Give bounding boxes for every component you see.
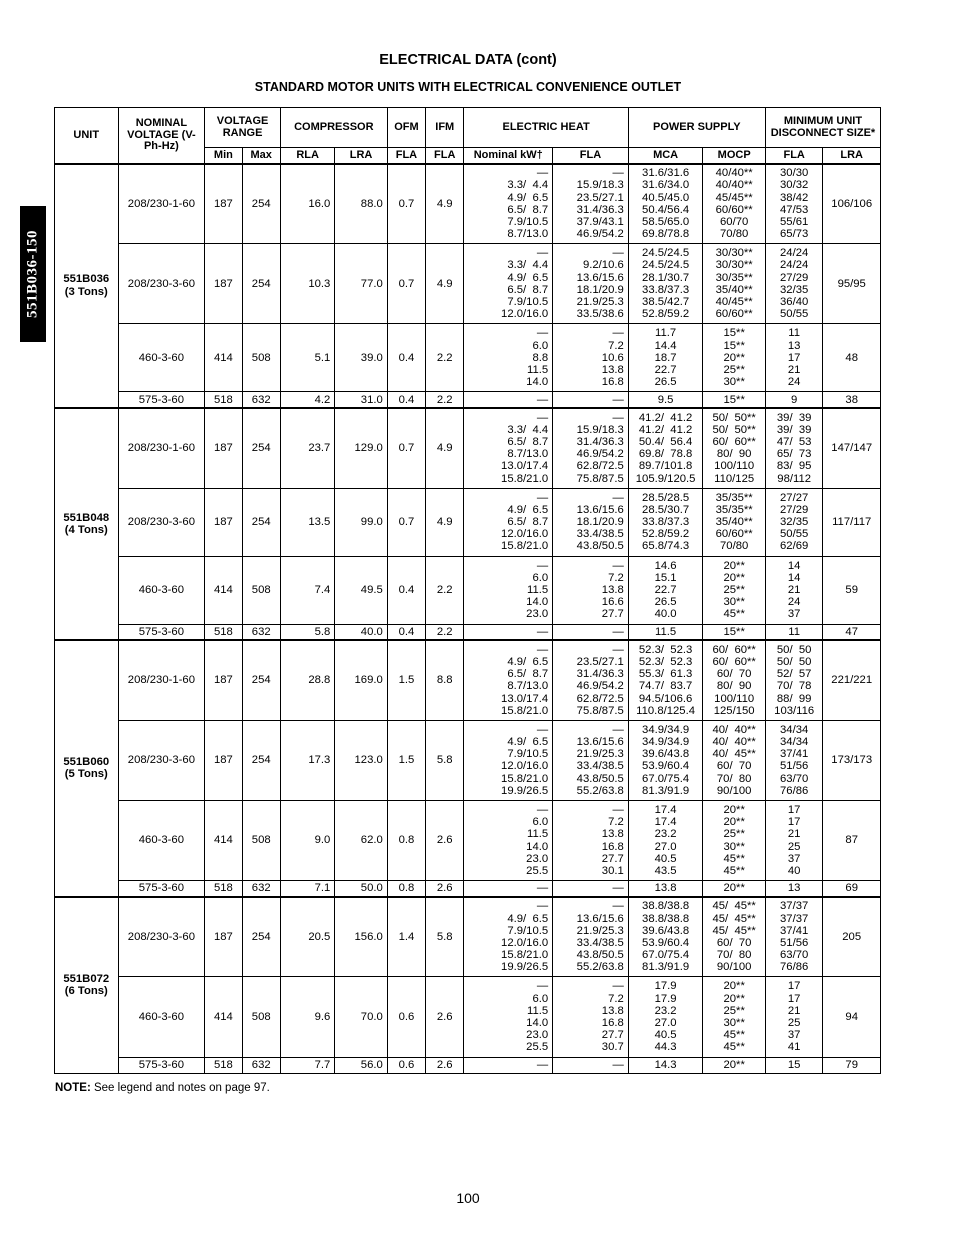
ifm-fla-cell: 2.6 xyxy=(426,881,464,897)
max-voltage-cell: 632 xyxy=(242,881,280,897)
mocp-cell: 15** xyxy=(703,392,766,408)
mca-cell: 11.7 14.4 18.7 22.7 26.5 xyxy=(628,324,703,392)
header-row xyxy=(55,108,881,148)
table-row xyxy=(55,244,881,324)
ifm-fla-cell: 2.6 xyxy=(426,1057,464,1073)
compressor-rla-cell: 20.5 xyxy=(280,897,334,977)
disconnect-lra-cell: 69 xyxy=(823,881,881,897)
table-row xyxy=(55,556,881,624)
compressor-rla-cell: 9.0 xyxy=(280,800,334,880)
disconnect-fla-cell: 34/34 34/34 37/41 51/56 63/70 76/86 xyxy=(765,720,822,800)
heat-kw-cell: — 4.9/ 6.5 7.9/10.5 12.0/16.0 15.8/21.0 19.9/26.5 xyxy=(464,720,553,800)
disconnect-lra-cell: 95/95 xyxy=(823,244,881,324)
disconnect-fla-cell: 11 xyxy=(765,624,822,640)
voltage-cell: 575-3-60 xyxy=(118,624,205,640)
compressor-lra-cell: 169.0 xyxy=(335,640,387,720)
ofm-fla-cell: 0.7 xyxy=(387,244,425,324)
subheader-ofm-fla: FLA xyxy=(387,148,425,164)
mca-cell: 52.3/ 52.3 52.3/ 52.3 55.3/ 61.3 74.7/ 83.7 94.5/106.6 110.8/125.4 xyxy=(628,640,703,720)
compressor-rla-cell: 4.2 xyxy=(280,392,334,408)
max-voltage-cell: 508 xyxy=(242,556,280,624)
max-voltage-cell: 254 xyxy=(242,244,280,324)
disconnect-lra-cell: 173/173 xyxy=(823,720,881,800)
electrical-data-table xyxy=(54,107,881,1074)
heat-kw-cell: — 3.3/ 4.4 6.5/ 8.7 8.7/13.0 13.0/17.4 15.8/21.0 xyxy=(464,408,553,488)
compressor-rla-cell: 17.3 xyxy=(280,720,334,800)
mocp-cell: 40/40** 40/40** 45/45** 60/60** 60/70 70/80 xyxy=(703,164,766,244)
compressor-rla-cell: 7.7 xyxy=(280,1057,334,1073)
min-voltage-cell: 187 xyxy=(205,720,242,800)
heat-kw-cell: — 4.9/ 6.5 6.5/ 8.7 12.0/16.0 15.8/21.0 xyxy=(464,488,553,556)
compressor-rla-cell: 7.4 xyxy=(280,556,334,624)
disconnect-lra-cell: 205 xyxy=(823,897,881,977)
subheader-rla: RLA xyxy=(280,148,334,164)
table-row xyxy=(55,164,881,244)
compressor-lra-cell: 88.0 xyxy=(335,164,387,244)
disconnect-fla-cell: 17 17 21 25 37 40 xyxy=(765,800,822,880)
max-voltage-cell: 508 xyxy=(242,800,280,880)
heat-kw-cell: — xyxy=(464,1057,553,1073)
table-row xyxy=(55,881,881,897)
header-min-disconnect: MINIMUM UNIT DISCONNECT SIZE* xyxy=(765,108,880,148)
table-row xyxy=(55,408,881,488)
heat-fla-cell: — 7.2 13.8 16.8 27.7 30.1 xyxy=(553,800,629,880)
disconnect-fla-cell: 50/ 50 50/ 50 52/ 57 70/ 78 88/ 99 103/116 xyxy=(765,640,822,720)
ofm-fla-cell: 1.4 xyxy=(387,897,425,977)
voltage-cell: 208/230-3-60 xyxy=(118,720,205,800)
compressor-lra-cell: 40.0 xyxy=(335,624,387,640)
max-voltage-cell: 254 xyxy=(242,164,280,244)
ofm-fla-cell: 0.8 xyxy=(387,881,425,897)
disconnect-lra-cell: 87 xyxy=(823,800,881,880)
voltage-cell: 208/230-1-60 xyxy=(118,640,205,720)
compressor-rla-cell: 13.5 xyxy=(280,488,334,556)
ofm-fla-cell: 0.4 xyxy=(387,556,425,624)
min-voltage-cell: 187 xyxy=(205,897,242,977)
disconnect-lra-cell: 147/147 xyxy=(823,408,881,488)
subheader-disconnect-fla: FLA xyxy=(765,148,822,164)
ifm-fla-cell: 4.9 xyxy=(426,244,464,324)
voltage-cell: 575-3-60 xyxy=(118,881,205,897)
ifm-fla-cell: 2.2 xyxy=(426,624,464,640)
compressor-rla-cell: 7.1 xyxy=(280,881,334,897)
voltage-cell: 575-3-60 xyxy=(118,392,205,408)
max-voltage-cell: 632 xyxy=(242,1057,280,1073)
table-row xyxy=(55,392,881,408)
voltage-cell: 460-3-60 xyxy=(118,324,205,392)
side-tab xyxy=(20,206,46,342)
mca-cell: 9.5 xyxy=(628,392,703,408)
ofm-fla-cell: 0.4 xyxy=(387,324,425,392)
subheader-min: Min xyxy=(205,148,242,164)
min-voltage-cell: 187 xyxy=(205,488,242,556)
mca-cell: 17.4 17.4 23.2 27.0 40.5 43.5 xyxy=(628,800,703,880)
compressor-rla-cell: 9.6 xyxy=(280,977,334,1057)
table-row xyxy=(55,488,881,556)
ifm-fla-cell: 8.8 xyxy=(426,640,464,720)
mocp-cell: 45/ 45** 45/ 45** 45/ 45** 60/ 70 70/ 80 90/100 xyxy=(703,897,766,977)
ifm-fla-cell: 4.9 xyxy=(426,408,464,488)
max-voltage-cell: 508 xyxy=(242,977,280,1057)
disconnect-fla-cell: 14 14 21 24 37 xyxy=(765,556,822,624)
mca-cell: 17.9 17.9 23.2 27.0 40.5 44.3 xyxy=(628,977,703,1057)
mca-cell: 14.6 15.1 22.7 26.5 40.0 xyxy=(628,556,703,624)
side-tab-label: 551B036-150 xyxy=(24,230,41,318)
disconnect-fla-cell: 9 xyxy=(765,392,822,408)
ofm-fla-cell: 1.5 xyxy=(387,640,425,720)
mca-cell: 13.8 xyxy=(628,881,703,897)
heat-kw-cell: — xyxy=(464,624,553,640)
ifm-fla-cell: 5.8 xyxy=(426,720,464,800)
max-voltage-cell: 508 xyxy=(242,324,280,392)
voltage-cell: 208/230-3-60 xyxy=(118,488,205,556)
heat-fla-cell: — 13.6/15.6 18.1/20.9 33.4/38.5 43.8/50.5 xyxy=(553,488,629,556)
compressor-lra-cell: 49.5 xyxy=(335,556,387,624)
heat-fla-cell: — 9.2/10.6 13.6/15.6 18.1/20.9 21.9/25.3 33.5/38.6 xyxy=(553,244,629,324)
compressor-lra-cell: 129.0 xyxy=(335,408,387,488)
disconnect-lra-cell: 48 xyxy=(823,324,881,392)
header-electric-heat: ELECTRIC HEAT xyxy=(464,108,628,148)
heat-fla-cell: — xyxy=(553,1057,629,1073)
max-voltage-cell: 254 xyxy=(242,408,280,488)
table-row xyxy=(55,324,881,392)
ofm-fla-cell: 0.8 xyxy=(387,800,425,880)
ofm-fla-cell: 0.4 xyxy=(387,624,425,640)
mocp-cell: 30/30** 30/30** 30/35** 35/40** 40/45** 60/60** xyxy=(703,244,766,324)
compressor-rla-cell: 10.3 xyxy=(280,244,334,324)
min-voltage-cell: 414 xyxy=(205,800,242,880)
subheader-nominal-kw: Nominal kW† xyxy=(464,148,553,164)
disconnect-lra-cell: 94 xyxy=(823,977,881,1057)
heat-kw-cell: — 6.0 11.5 14.0 23.0 25.5 xyxy=(464,800,553,880)
mocp-cell: 40/ 40** 40/ 40** 40/ 45** 60/ 70 70/ 80 90/100 xyxy=(703,720,766,800)
disconnect-lra-cell: 47 xyxy=(823,624,881,640)
mca-cell: 24.5/24.5 24.5/24.5 28.1/30.7 33.8/37.3 38.5/42.7 52.8/59.2 xyxy=(628,244,703,324)
max-voltage-cell: 254 xyxy=(242,897,280,977)
compressor-rla-cell: 16.0 xyxy=(280,164,334,244)
max-voltage-cell: 254 xyxy=(242,640,280,720)
unit-cell: 551B048 (4 Tons) xyxy=(55,408,119,640)
header-nominal-voltage: NOMINAL VOLTAGE (V-Ph-Hz) xyxy=(118,108,205,164)
mca-cell: 41.2/ 41.2 41.2/ 41.2 50.4/ 56.4 69.8/ 78.8 89.7/101.8 105.9/120.5 xyxy=(628,408,703,488)
compressor-lra-cell: 99.0 xyxy=(335,488,387,556)
disconnect-fla-cell: 37/37 37/37 37/41 51/56 63/70 76/86 xyxy=(765,897,822,977)
min-voltage-cell: 414 xyxy=(205,556,242,624)
heat-fla-cell: — 15.9/18.3 23.5/27.1 31.4/36.3 37.9/43.1 46.9/54.2 xyxy=(553,164,629,244)
heat-kw-cell: — 3.3/ 4.4 4.9/ 6.5 6.5/ 8.7 7.9/10.5 8.7/13.0 xyxy=(464,164,553,244)
ifm-fla-cell: 5.8 xyxy=(426,897,464,977)
subheader-max: Max xyxy=(242,148,280,164)
mocp-cell: 15** xyxy=(703,624,766,640)
note xyxy=(55,1082,270,1094)
compressor-lra-cell: 123.0 xyxy=(335,720,387,800)
compressor-lra-cell: 56.0 xyxy=(335,1057,387,1073)
heat-fla-cell: — 7.2 13.8 16.6 27.7 xyxy=(553,556,629,624)
header-compressor: COMPRESSOR xyxy=(280,108,387,148)
ofm-fla-cell: 0.7 xyxy=(387,408,425,488)
heat-fla-cell: — 23.5/27.1 31.4/36.3 46.9/54.2 62.8/72.5 75.8/87.5 xyxy=(553,640,629,720)
subheader-lra: LRA xyxy=(335,148,387,164)
mocp-cell: 20** xyxy=(703,881,766,897)
ofm-fla-cell: 1.5 xyxy=(387,720,425,800)
heat-fla-cell: — 15.9/18.3 31.4/36.3 46.9/54.2 62.8/72.5 75.8/87.5 xyxy=(553,408,629,488)
mocp-cell: 35/35** 35/35** 35/40** 60/60** 70/80 xyxy=(703,488,766,556)
mca-cell: 38.8/38.8 38.8/38.8 39.6/43.8 53.9/60.4 67.0/75.4 81.3/91.9 xyxy=(628,897,703,977)
ofm-fla-cell: 0.4 xyxy=(387,392,425,408)
unit-cell: 551B060 (5 Tons) xyxy=(55,640,119,897)
min-voltage-cell: 518 xyxy=(205,881,242,897)
disconnect-lra-cell: 59 xyxy=(823,556,881,624)
heat-kw-cell: — 4.9/ 6.5 6.5/ 8.7 8.7/13.0 13.0/17.4 15.8/21.0 xyxy=(464,640,553,720)
ofm-fla-cell: 0.7 xyxy=(387,488,425,556)
table-row xyxy=(55,640,881,720)
subheader-heat-fla: FLA xyxy=(553,148,629,164)
header-power-supply: POWER SUPPLY xyxy=(628,108,765,148)
mocp-cell: 15** 15** 20** 25** 30** xyxy=(703,324,766,392)
ofm-fla-cell: 0.6 xyxy=(387,1057,425,1073)
ofm-fla-cell: 0.6 xyxy=(387,977,425,1057)
voltage-cell: 208/230-1-60 xyxy=(118,164,205,244)
page-title: ELECTRICAL DATA (cont) xyxy=(379,52,557,68)
compressor-rla-cell: 5.1 xyxy=(280,324,334,392)
table-row xyxy=(55,977,881,1057)
min-voltage-cell: 518 xyxy=(205,1057,242,1073)
compressor-rla-cell: 28.8 xyxy=(280,640,334,720)
mocp-cell: 20** 20** 25** 30** 45** xyxy=(703,556,766,624)
disconnect-fla-cell: 17 17 21 25 37 41 xyxy=(765,977,822,1057)
disconnect-lra-cell: 38 xyxy=(823,392,881,408)
mocp-cell: 60/ 60** 60/ 60** 60/ 70 80/ 90 100/110 125/150 xyxy=(703,640,766,720)
mocp-cell: 50/ 50** 50/ 50** 60/ 60** 80/ 90 100/110 110/125 xyxy=(703,408,766,488)
mca-cell: 11.5 xyxy=(628,624,703,640)
ifm-fla-cell: 2.2 xyxy=(426,324,464,392)
header-unit: UNIT xyxy=(55,108,119,164)
heat-kw-cell: — 4.9/ 6.5 7.9/10.5 12.0/16.0 15.8/21.0 19.9/26.5 xyxy=(464,897,553,977)
voltage-cell: 208/230-1-60 xyxy=(118,408,205,488)
min-voltage-cell: 518 xyxy=(205,624,242,640)
mca-cell: 31.6/31.6 31.6/34.0 40.5/45.0 50.4/56.4 58.5/65.0 69.8/78.8 xyxy=(628,164,703,244)
voltage-cell: 460-3-60 xyxy=(118,800,205,880)
ifm-fla-cell: 2.6 xyxy=(426,800,464,880)
min-voltage-cell: 414 xyxy=(205,977,242,1057)
disconnect-fla-cell: 15 xyxy=(765,1057,822,1073)
heat-kw-cell: — 6.0 11.5 14.0 23.0 25.5 xyxy=(464,977,553,1057)
max-voltage-cell: 254 xyxy=(242,720,280,800)
max-voltage-cell: 254 xyxy=(242,488,280,556)
compressor-lra-cell: 77.0 xyxy=(335,244,387,324)
disconnect-lra-cell: 221/221 xyxy=(823,640,881,720)
table-row xyxy=(55,1057,881,1073)
min-voltage-cell: 187 xyxy=(205,164,242,244)
heat-kw-cell: — 3.3/ 4.4 4.9/ 6.5 6.5/ 8.7 7.9/10.5 12.0/16.0 xyxy=(464,244,553,324)
min-voltage-cell: 187 xyxy=(205,408,242,488)
note-text: See legend and notes on page 97. xyxy=(90,1082,270,1094)
unit-cell: 551B036 (3 Tons) xyxy=(55,164,119,408)
heat-fla-cell: — xyxy=(553,624,629,640)
table-row xyxy=(55,800,881,880)
subheader-mca: MCA xyxy=(628,148,703,164)
disconnect-fla-cell: 11 13 17 21 24 xyxy=(765,324,822,392)
subheader-mocp: MOCP xyxy=(703,148,766,164)
unit-cell: 551B072 (6 Tons) xyxy=(55,897,119,1073)
min-voltage-cell: 187 xyxy=(205,244,242,324)
page-number: 100 xyxy=(456,1190,480,1206)
ifm-fla-cell: 4.9 xyxy=(426,164,464,244)
max-voltage-cell: 632 xyxy=(242,392,280,408)
header-ofm: OFM xyxy=(387,108,425,148)
mca-cell: 14.3 xyxy=(628,1057,703,1073)
heat-fla-cell: — 7.2 10.6 13.8 16.8 xyxy=(553,324,629,392)
table-subtitle: STANDARD MOTOR UNITS WITH ELECTRICAL CONVENIENCE OUTLET xyxy=(254,80,682,94)
heat-kw-cell: — xyxy=(464,392,553,408)
subheader-ifm-fla: FLA xyxy=(426,148,464,164)
mocp-cell: 20** 20** 25** 30** 45** 45** xyxy=(703,977,766,1057)
compressor-lra-cell: 62.0 xyxy=(335,800,387,880)
note-label: NOTE: xyxy=(55,1082,91,1094)
table-row xyxy=(55,897,881,977)
max-voltage-cell: 632 xyxy=(242,624,280,640)
mca-cell: 28.5/28.5 28.5/30.7 33.8/37.3 52.8/59.2 65.8/74.3 xyxy=(628,488,703,556)
heat-fla-cell: — 13.6/15.6 21.9/25.3 33.4/38.5 43.8/50.5 55.2/63.8 xyxy=(553,897,629,977)
header-ifm: IFM xyxy=(426,108,464,148)
disconnect-lra-cell: 79 xyxy=(823,1057,881,1073)
voltage-cell: 208/230-3-60 xyxy=(118,244,205,324)
ifm-fla-cell: 2.2 xyxy=(426,556,464,624)
compressor-rla-cell: 23.7 xyxy=(280,408,334,488)
heat-kw-cell: — xyxy=(464,881,553,897)
compressor-rla-cell: 5.8 xyxy=(280,624,334,640)
mocp-cell: 20** xyxy=(703,1057,766,1073)
heat-fla-cell: — 7.2 13.8 16.8 27.7 30.7 xyxy=(553,977,629,1057)
disconnect-lra-cell: 117/117 xyxy=(823,488,881,556)
table-body xyxy=(55,164,881,1074)
subheader-disconnect-lra: LRA xyxy=(823,148,881,164)
heat-kw-cell: — 6.0 8.8 11.5 14.0 xyxy=(464,324,553,392)
heat-fla-cell: — xyxy=(553,392,629,408)
min-voltage-cell: 414 xyxy=(205,324,242,392)
ifm-fla-cell: 4.9 xyxy=(426,488,464,556)
compressor-lra-cell: 31.0 xyxy=(335,392,387,408)
compressor-lra-cell: 70.0 xyxy=(335,977,387,1057)
disconnect-fla-cell: 13 xyxy=(765,881,822,897)
table-row xyxy=(55,720,881,800)
disconnect-fla-cell: 24/24 24/24 27/29 32/35 36/40 50/55 xyxy=(765,244,822,324)
disconnect-fla-cell: 30/30 30/32 38/42 47/53 55/61 65/73 xyxy=(765,164,822,244)
voltage-cell: 460-3-60 xyxy=(118,556,205,624)
ifm-fla-cell: 2.2 xyxy=(426,392,464,408)
table-row xyxy=(55,624,881,640)
voltage-cell: 575-3-60 xyxy=(118,1057,205,1073)
disconnect-lra-cell: 106/106 xyxy=(823,164,881,244)
compressor-lra-cell: 39.0 xyxy=(335,324,387,392)
compressor-lra-cell: 50.0 xyxy=(335,881,387,897)
disconnect-fla-cell: 39/ 39 39/ 39 47/ 53 65/ 73 83/ 95 98/112 xyxy=(765,408,822,488)
ifm-fla-cell: 2.6 xyxy=(426,977,464,1057)
compressor-lra-cell: 156.0 xyxy=(335,897,387,977)
heat-fla-cell: — 13.6/15.6 21.9/25.3 33.4/38.5 43.8/50.5 55.2/63.8 xyxy=(553,720,629,800)
header-voltage-range: VOLTAGE RANGE xyxy=(205,108,281,148)
min-voltage-cell: 518 xyxy=(205,392,242,408)
disconnect-fla-cell: 27/27 27/29 32/35 50/55 62/69 xyxy=(765,488,822,556)
ofm-fla-cell: 0.7 xyxy=(387,164,425,244)
voltage-cell: 208/230-3-60 xyxy=(118,897,205,977)
mca-cell: 34.9/34.9 34.9/34.9 39.6/43.8 53.9/60.4 67.0/75.4 81.3/91.9 xyxy=(628,720,703,800)
voltage-cell: 460-3-60 xyxy=(118,977,205,1057)
heat-fla-cell: — xyxy=(553,881,629,897)
mocp-cell: 20** 20** 25** 30** 45** 45** xyxy=(703,800,766,880)
min-voltage-cell: 187 xyxy=(205,640,242,720)
heat-kw-cell: — 6.0 11.5 14.0 23.0 xyxy=(464,556,553,624)
